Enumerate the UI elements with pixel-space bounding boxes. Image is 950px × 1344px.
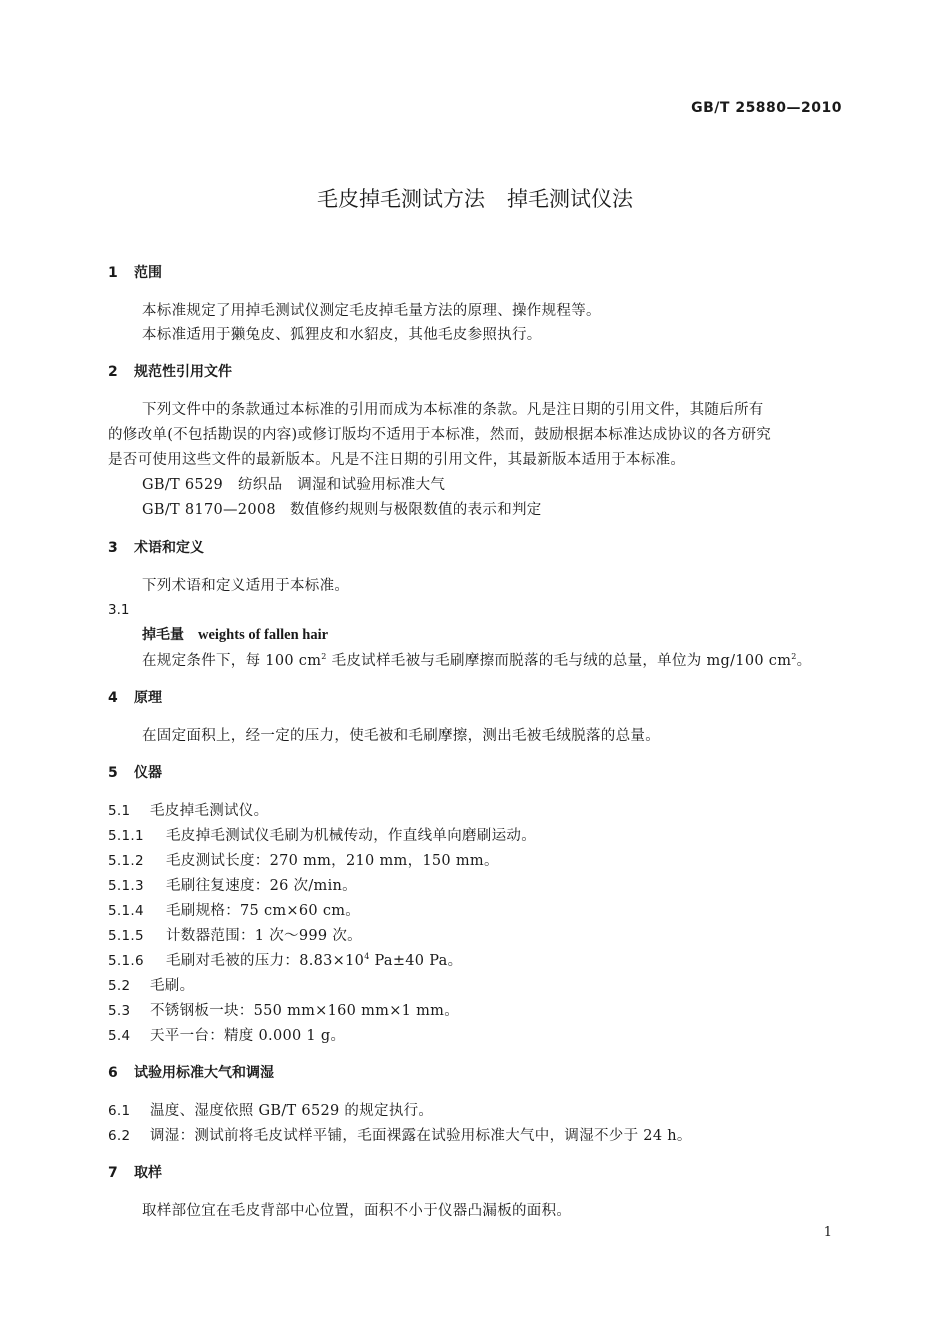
section-6-heading: [108, 1062, 274, 1082]
section-1-heading: [108, 262, 162, 282]
clause-number: 5.1.3: [108, 878, 144, 894]
page-number: 1: [823, 1225, 832, 1240]
clause-number: 5.4: [108, 1028, 131, 1044]
paragraph: 取样部位宜在毛皮背部中心位置，面积不小于仪器凸漏板的面积。: [142, 1203, 572, 1219]
section-title: 规范性引用文件: [134, 364, 232, 380]
term-english: weights of fallen hair: [198, 627, 329, 643]
section-number: 2: [108, 364, 118, 380]
reference-item: [142, 473, 445, 494]
section-number: 5: [108, 765, 118, 781]
clause-number: 6.1: [108, 1103, 131, 1119]
reference-code: GB/T 8170—2008: [142, 502, 276, 518]
section-title: 仪器: [134, 765, 162, 781]
superscript: 4: [364, 952, 370, 961]
clause-text: 调湿：测试前将毛皮试样平铺，毛面裸露在试验用标准大气中，调湿不少于 24 h。: [150, 1128, 692, 1144]
paragraph: 在固定面积上，经一定的压力，使毛被和毛刷摩擦，测出毛被毛绒脱落的总量。: [142, 728, 660, 744]
document-title: [0, 183, 950, 213]
section-title: 试验用标准大气和调湿: [134, 1065, 274, 1081]
clause-number: 5.1.6: [108, 953, 144, 969]
section-number: 3: [108, 540, 118, 556]
clause-item: [108, 999, 459, 1020]
standard-number: GB/T 25880—2010: [691, 100, 842, 116]
section-3-heading: [108, 537, 204, 557]
clause-text: 毛皮测试长度：270 mm，210 mm，150 mm。: [166, 853, 499, 869]
section-number: 1: [108, 265, 118, 281]
superscript: 2: [791, 652, 797, 661]
clause-text: 温度、湿度依照 GB/T 6529 的规定执行。: [150, 1103, 434, 1119]
clause-number: 5.1.5: [108, 928, 144, 944]
paragraph: 本标准规定了用掉毛测试仪测定毛皮掉毛量方法的原理、操作规程等。: [142, 303, 601, 319]
clause-number: 6.2: [108, 1128, 131, 1144]
clause-number: 5.1: [108, 803, 131, 819]
reference-item: [142, 498, 542, 519]
clause-text: 毛刷对毛被的压力：8.83×10: [166, 953, 365, 969]
reference-code: GB/T 6529: [142, 477, 224, 493]
clause-number: 5.1.1: [108, 828, 144, 844]
clause-text: Pa±40 Pa。: [369, 953, 463, 969]
section-title: 取样: [134, 1165, 162, 1181]
term-chinese: 掉毛量: [142, 627, 184, 643]
clause-item: [108, 899, 360, 920]
clause-item: [108, 974, 194, 995]
clause-text: 计数器范围：1 次～999 次。: [166, 928, 362, 944]
paragraph-line: 是否可使用这些文件的最新版本。凡是不注日期的引用文件，其最新版本适用于本标准。: [108, 452, 686, 468]
clause-text: 毛皮掉毛测试仪。: [150, 803, 269, 819]
section-title: 范围: [134, 265, 162, 281]
clause-item: [108, 874, 357, 895]
reference-title: 数值修约规则与极限数值的表示和判定: [290, 502, 542, 518]
clause-item: [108, 799, 268, 820]
section-title: 原理: [134, 690, 162, 706]
clause-text: 毛刷往复速度：26 次/min。: [166, 878, 357, 894]
clause-number: 5.2: [108, 978, 131, 994]
section-number: 4: [108, 690, 118, 706]
clause-text: 天平一台：精度 0.000 1 g。: [150, 1028, 346, 1044]
definition-text: 毛皮试样毛被与毛刷摩擦而脱落的毛与绒的总量，单位为 mg/100 cm: [326, 653, 792, 669]
clause-number: 5.3: [108, 1003, 131, 1019]
paragraph-line: 的修改单(不包括勘误的内容)或修订版均不适用于本标准，然而，鼓励根据本标准达成协议的各方研究: [108, 427, 772, 443]
section-title: 术语和定义: [134, 540, 204, 556]
title-part-2: 掉毛测试仪法: [507, 187, 633, 211]
section-number: 6: [108, 1065, 118, 1081]
section-5-heading: [108, 762, 162, 782]
section-7-heading: [108, 1162, 162, 1182]
paragraph-line: 下列文件中的条款通过本标准的引用而成为本标准的条款。凡是注日期的引用文件，其随后所有: [142, 402, 764, 418]
clause-item: [108, 1099, 433, 1120]
paragraph: 下列术语和定义适用于本标准。: [142, 578, 350, 594]
section-number: 7: [108, 1165, 118, 1181]
superscript: 2: [321, 652, 327, 661]
clause-item: [108, 924, 362, 945]
clause-text: 毛皮掉毛测试仪毛刷为机械传动，作直线单向磨刷运动。: [166, 828, 536, 844]
paragraph: 本标准适用于獭兔皮、狐狸皮和水貂皮，其他毛皮参照执行。: [142, 327, 542, 343]
definition-text: 。: [796, 653, 812, 669]
reference-title: 纺织品 调湿和试验用标准大气: [238, 477, 446, 493]
clause-text: 毛刷。: [150, 978, 195, 994]
clause-item: [108, 1124, 692, 1145]
clause-item: [108, 849, 499, 870]
section-2-heading: [108, 361, 232, 381]
clause-item: [108, 824, 536, 845]
clause-item: [108, 949, 462, 970]
clause-text: 毛刷规格：75 cm×60 cm。: [166, 903, 361, 919]
clause-number: 5.1.4: [108, 903, 144, 919]
title-part-1: 毛皮掉毛测试方法: [317, 187, 485, 211]
subsection-label: 3.1: [108, 602, 130, 618]
definition-text: 在规定条件下，每 100 cm: [142, 653, 322, 669]
section-4-heading: [108, 687, 162, 707]
term-entry: [142, 624, 328, 644]
clause-item: [108, 1024, 345, 1045]
clause-number: 5.1.2: [108, 853, 144, 869]
clause-text: 不锈钢板一块：550 mm×160 mm×1 mm。: [150, 1003, 459, 1019]
subsection-number: [108, 599, 129, 618]
term-definition: [142, 649, 811, 670]
